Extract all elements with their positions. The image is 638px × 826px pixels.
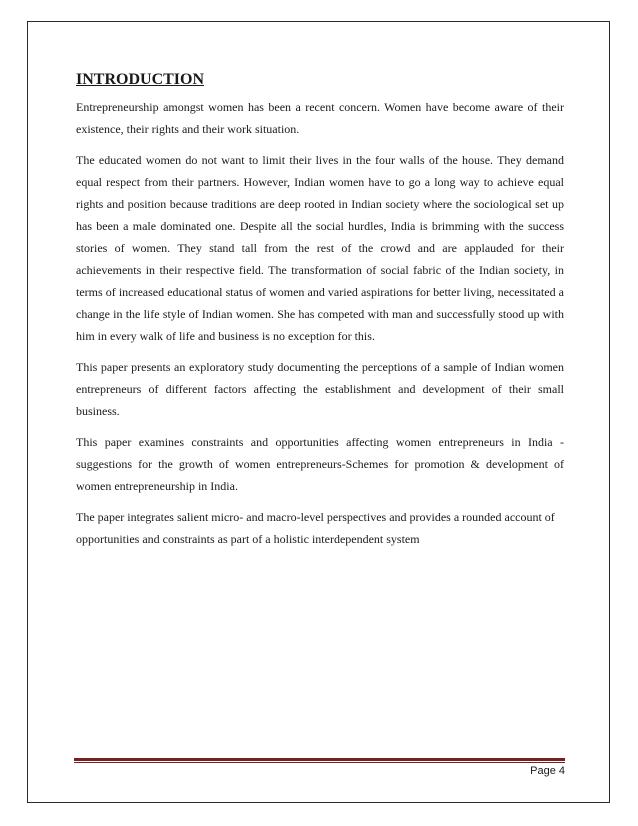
paragraph-3: This paper presents an exploratory study documenting the perceptions of a sample of Indian women entrepreneurs of different factors affecting the establishment and development of their small business.	[76, 360, 564, 418]
paragraph-4: This paper examines constraints and opportunities affecting women entrepreneurs in India - suggestions for the growth of women entrepreneurs-Schemes for promotion & development of women entrepreneurship in India.	[76, 435, 564, 493]
paragraph-5: The paper integrates salient micro- and macro-level perspectives and provides a rounded account of opportunities and constraints as part of a holistic interdependent system	[76, 510, 555, 546]
footer-rule-thick	[74, 758, 565, 761]
paragraph-1: Entrepreneurship amongst women has been a recent concern. Women have become aware of their existence, their rights and their work situation.	[76, 100, 564, 136]
document-body	[76, 70, 564, 559]
footer-rule-thin	[74, 762, 565, 763]
page-number: Page 4	[530, 765, 565, 777]
paragraph-2: The educated women do not want to limit their lives in the four walls of the house. They demand equal respect from their partners. However, Indian women have to go a long way to achieve equal rights and position because traditions are deep rooted in Indian society where the sociological set up has been a male dominated one. Despite all the social hurdles, India is brimming with the success stories of women. They stand tall from the rest of the crowd and are applauded for their achievements in their respective field. The transformation of social fabric of the Indian society, in terms of increased educational status of women and varied aspirations for better living, necessitated a change in the life style of Indian women. She has competed with man and successfully stood up with him in every walk of life and business is no exception for this.	[76, 153, 564, 343]
section-heading: INTRODUCTION	[76, 71, 205, 88]
